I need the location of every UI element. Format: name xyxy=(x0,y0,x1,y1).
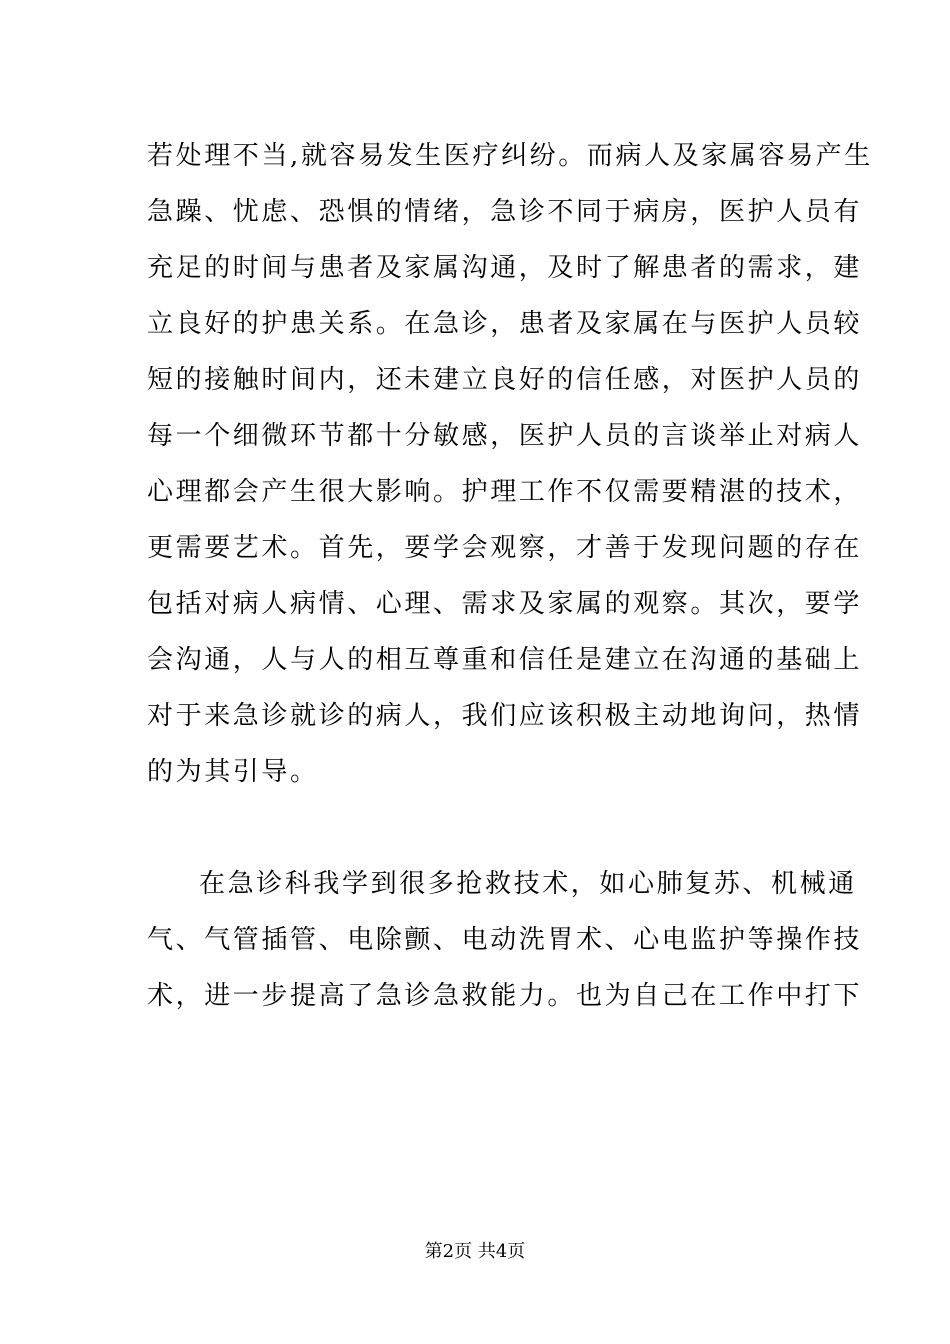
text-line: 短的接触时间内，还未建立良好的信任感，对医护人员的 xyxy=(147,365,863,395)
text-line: 更需要艺术。首先，要学会观察，才善于发现问题的存在 xyxy=(147,533,863,563)
text-line: 术，进一步提高了急诊急救能力。也为自己在工作中打下 xyxy=(147,981,863,1011)
text-line: 充足的时间与患者及家属沟通，及时了解患者的需求，建 xyxy=(147,253,863,283)
text-line: 会沟通，人与人的相互尊重和信任是建立在沟通的基础上 xyxy=(147,645,863,675)
text-line: 在急诊科我学到很多抢救技术，如心肺复苏、机械通 xyxy=(199,869,857,899)
text-line: 气、气管插管、电除颤、电动洗胃术、心电监护等操作技 xyxy=(147,925,863,955)
text-line: 包括对病人病情、心理、需求及家属的观察。其次，要学 xyxy=(147,589,863,619)
text-line: 立良好的护患关系。在急诊，患者及家属在与医护人员较 xyxy=(147,309,863,339)
paragraph-gap xyxy=(147,800,807,856)
body-text xyxy=(147,128,873,1024)
page-footer: 第2页 共4页 xyxy=(424,1241,526,1262)
text-line: 若处理不当,就容易发生医疗纠纷。而病人及家属容易产生 xyxy=(147,141,873,171)
text-line: 急躁、忧虑、恐惧的情绪，急诊不同于病房，医护人员有 xyxy=(147,197,863,227)
text-line: 每一个细微环节都十分敏感，医护人员的言谈举止对病人 xyxy=(147,421,863,451)
text-line: 心理都会产生很大影响。护理工作不仅需要精湛的技术， xyxy=(147,477,863,507)
text-line: 的为其引导。 xyxy=(147,757,319,787)
text-line: 对于来急诊就诊的病人，我们应该积极主动地询问，热情 xyxy=(147,701,863,731)
